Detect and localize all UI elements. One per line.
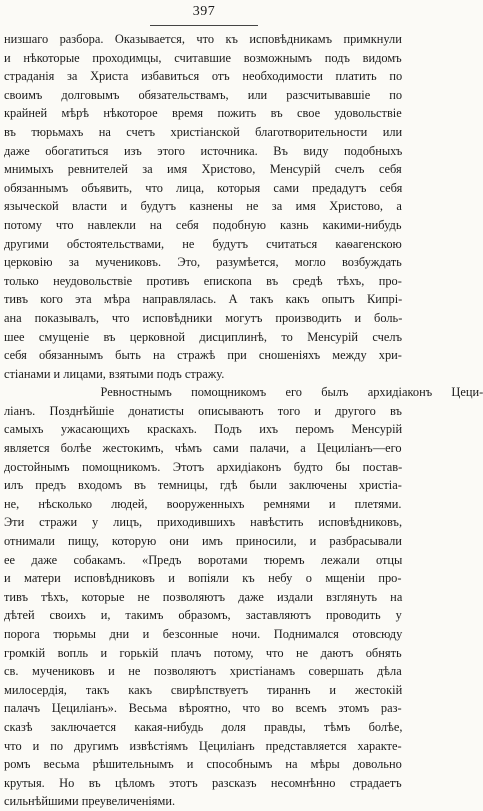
text-line: ее даже собакамъ. «Предъ воротами тюремъ лежали отцы <box>4 552 403 567</box>
text-line: крутыя. Но въ цѣломъ этотъ разсказъ несомнѣнно страдаетъ <box>4 775 402 790</box>
text-line: только неудовольствіе противъ епископа въ средѣ тѣхъ, про- <box>4 273 402 288</box>
text-line: мнимыхъ ревнителей за имя Христово, Менсурій счелъ себя <box>4 162 402 177</box>
text-line: достойнымъ помощникомъ. Этотъ архидіаконъ будто бы постав- <box>4 459 403 474</box>
text-line: сильнѣйшими преувеличеніями. <box>4 794 176 809</box>
paragraph <box>4 383 483 811</box>
text-line: и нѣкоторые проходимцы, считавшие возможнымъ подъ видомъ <box>4 50 402 65</box>
text-line: ана показывалъ, что исповѣдники могутъ производить и боль- <box>4 310 403 325</box>
text-line: св. мучениковъ и не позволяютъ христіанамъ совершать дѣла <box>4 664 402 679</box>
text-line: ромъ весьма рѣшительнымъ и способнымъ на мѣры довольно <box>4 757 402 772</box>
text-line: ліанъ. Позднѣйшіе донатисты описываютъ того и другого въ <box>4 403 402 418</box>
text-line: шее смущеніе въ церковной дисциплинѣ, то Менсурій счелъ <box>4 329 402 344</box>
text-line: обязаннымъ объявить, что лица, которыя сами предадутъ себя <box>4 180 403 195</box>
text-line: порога тюрьмы дни и безсонные ночи. Поднимался отовсюду <box>4 627 403 641</box>
text-line: является болѣе жестокимъ, чѣмъ сами палачи, а Цециліанъ—его <box>4 441 402 456</box>
text-line: въ тюрьмахъ на счетъ христіанской благотворительности или <box>4 124 403 139</box>
text-line: своимъ долговымъ обязательствамъ, или разсчитывавшіе по <box>4 87 403 102</box>
text-line: стіанами и лицами, взятыми подъ стражу. <box>4 366 225 381</box>
text-line: громкій вопль и горькій плачъ потому, что не даютъ обнять <box>4 645 402 660</box>
text-line: даже обогатиться изъ этого источника. Въ виду подобныхъ <box>4 143 403 158</box>
page-number: 397 <box>192 4 216 19</box>
text-line: отнимали пищу, которую они имъ приносили, и разбрасывали <box>4 534 402 549</box>
header-rule <box>150 25 258 26</box>
text-line: потому что навлекли на себя подобную казнь какими-нибудь <box>4 217 402 232</box>
text-line: низшаго разбора. Оказывается, что къ исповѣдникамъ примкнули <box>4 32 402 46</box>
text-line: страданія за Христа избавиться отъ необходимости платить по <box>4 69 403 84</box>
text-line: не, нѣсколько людей, вооруженныхъ ремнями и плетями. <box>4 496 402 511</box>
text-line: дѣтей своихъ и, такимъ образомъ, заставляютъ проводить у <box>4 608 402 623</box>
text-line: другими обстоятельствами, не будутъ считаться каѳагенскою <box>4 236 402 251</box>
text-line: языческой власти и будутъ казнены не за имя Христово, а <box>4 199 402 214</box>
text-line: самыхъ ужасающихъ краскахъ. Подъ ихъ перомъ Менсурій <box>4 422 403 437</box>
text-line: илъ предъ входомъ въ темницы, гдѣ были заключены христіа- <box>4 478 402 493</box>
text-line: Ревностнымъ помощникомъ его былъ архидіаконъ Цеци- <box>4 385 483 400</box>
body-text <box>4 30 483 811</box>
text-line: церковію за мучениковъ. Это, разумѣется, могло возбуждать <box>4 255 402 270</box>
text-line: что и по другимъ извѣстіямъ Цециліанъ представляется характе- <box>4 738 402 753</box>
text-line: тивъ кого эта мѣра направлялась. А такъ какъ опытъ Кипрі- <box>4 292 403 307</box>
text-line: Эти стражи у лицъ, приходившихъ навѣстить исповѣдниковъ, <box>4 515 403 530</box>
text-line: и матери исповѣдниковъ и вопіяли къ небу о мщеніи про- <box>4 571 402 586</box>
text-line: милосердія, такъ какъ свирѣпствуетъ тираннъ и жестокій <box>4 682 403 697</box>
text-line: сказѣ заключается какая-нибудь доля правды, тѣмъ болѣе, <box>4 719 403 734</box>
paragraph <box>4 30 402 383</box>
text-line: тивъ тѣхъ, которые не позволяютъ даже издали взглянуть на <box>4 589 403 604</box>
text-line: палачъ Цециліанъ». Весьма вѣроятно, что во всемъ этомъ раз- <box>4 701 402 716</box>
text-line: себя обязаннымъ быть на стражѣ при сношеніяхъ между хри- <box>4 348 402 363</box>
text-line: крайней мѣрѣ нѣкоторое время пожить въ свое удовольствіе <box>4 106 402 121</box>
